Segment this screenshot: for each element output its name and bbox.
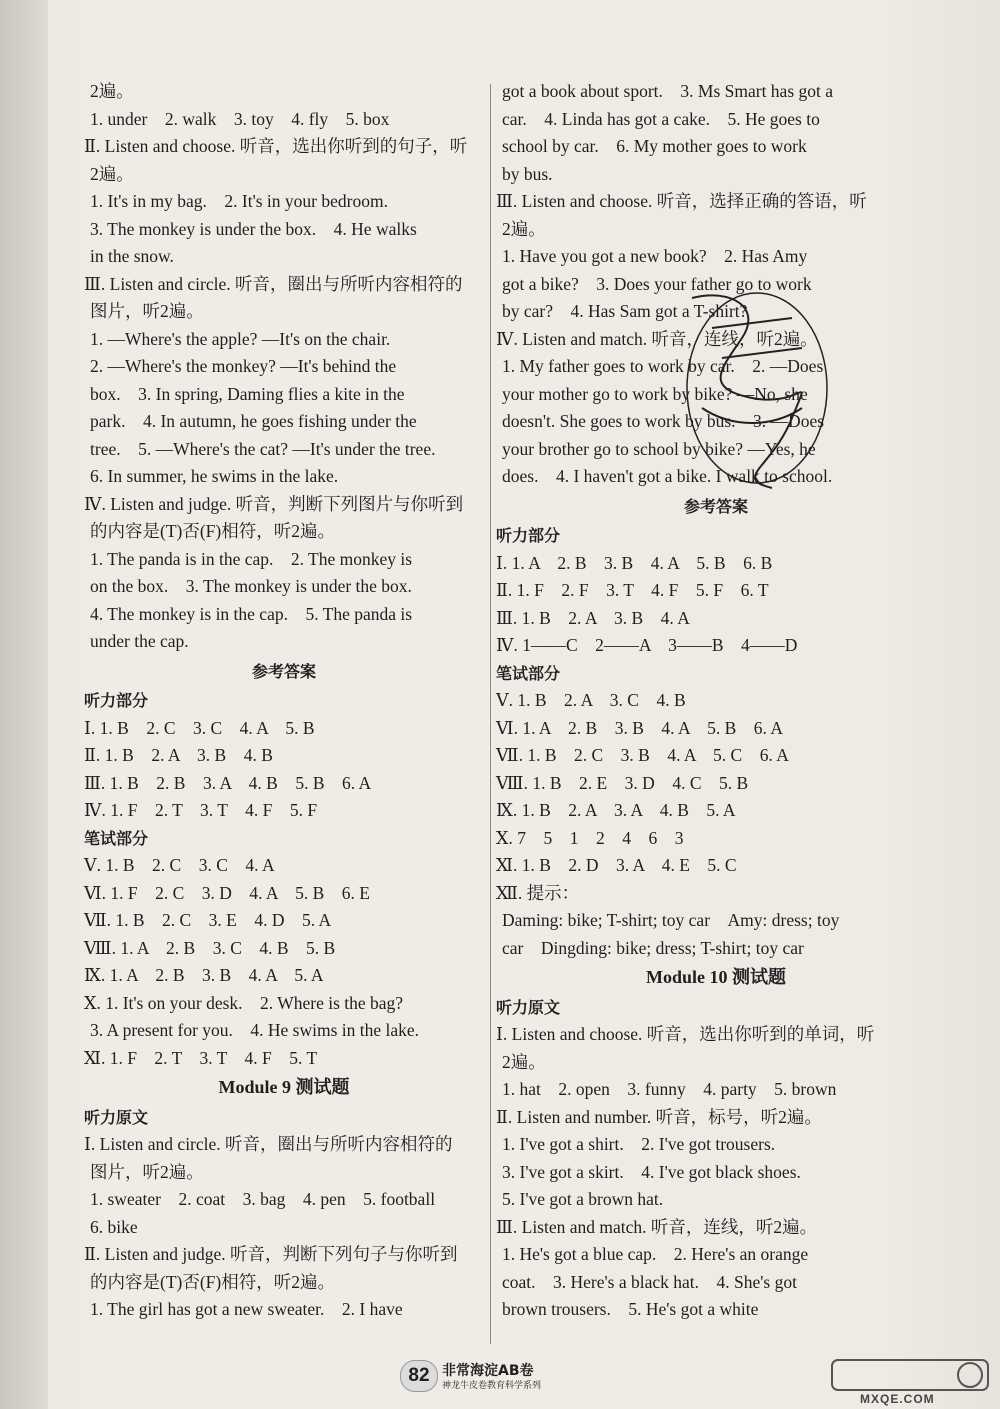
text-line: Ⅲ. 1. B 2. A 3. B 4. A <box>496 607 690 628</box>
text-line: Ⅹ. 7 5 1 2 4 6 3 <box>496 827 684 848</box>
text-line: Ⅵ. 1. F 2. C 3. D 4. A 5. B 6. E <box>84 882 370 903</box>
text-line: your brother go to school by bike? —Yes, he <box>502 438 816 459</box>
page-footer <box>400 1360 640 1396</box>
text-line: Ⅰ. 1. A 2. B 3. B 4. A 5. B 6. B <box>496 552 773 573</box>
text-line: Ⅰ. Listen and choose. 听音，选出你听到的单词，听 <box>496 1024 875 1044</box>
text-line: Ⅴ. 1. B 2. A 3. C 4. B <box>496 690 686 710</box>
text-line: Ⅲ. 1. B 2. B 3. A 4. B 5. B 6. A <box>84 772 372 793</box>
text-line: Ⅳ. 1. F 2. T 3. T 4. F 5. F <box>84 800 318 820</box>
text-line: 1. My father goes to work by car. 2. —Does <box>502 356 824 376</box>
handwritten-signature <box>672 278 832 498</box>
text-line: Ⅸ. 1. B 2. A 3. A 4. B 5. A <box>496 800 736 820</box>
text-line: 听力部分 <box>84 691 149 710</box>
binding-shadow <box>0 0 48 1409</box>
text-line: 1. I've got a shirt. 2. I've got trousers. <box>502 1134 776 1154</box>
text-line: Ⅱ. Listen and number. 听音，标号，听2遍。 <box>496 1106 822 1127</box>
text-line: 的内容是(T)否(F)相符，听2遍。 <box>90 1271 335 1292</box>
text-line: 1. —Where's the apple? —It's on the chair. <box>90 328 391 349</box>
text-line: 1. The panda is in the cap. 2. The monkey is <box>90 548 413 569</box>
text-line: 2. —Where's the monkey? —It's behind the <box>90 356 397 376</box>
text-line: 2遍。 <box>90 81 134 101</box>
text-line: 笔试部分 <box>496 663 561 683</box>
text-line: 6. bike <box>90 1216 138 1237</box>
text-line: Ⅶ. 1. B 2. C 3. E 4. D 5. A <box>84 910 332 930</box>
right-column <box>496 78 936 1324</box>
text-line: under the cap. <box>90 631 189 651</box>
text-line: 1. Have you got a new book? 2. Has Amy <box>502 246 808 266</box>
watermark-text: MXQE.COM <box>860 1392 935 1406</box>
left-column <box>84 78 484 1324</box>
book-title: 非常海淀AB卷 <box>442 1363 534 1379</box>
book-series: 神龙牛皮卷教育科学系列 <box>442 1381 542 1391</box>
text-line: Ⅳ. 1——C 2——A 3——B 4——D <box>496 635 798 655</box>
text-line: Ⅸ. 1. A 2. B 3. B 4. A 5. A <box>84 965 324 985</box>
text-line: coat. 3. Here's a black hat. 4. She's got <box>502 1271 797 1292</box>
text-line: Ⅷ. 1. A 2. B 3. C 4. B 5. B <box>84 937 336 958</box>
text-line: Ⅳ. Listen and match. 听音，连线，听2遍。 <box>496 328 818 349</box>
text-line: 笔试部分 <box>84 828 149 848</box>
text-line: got a bike? 3. Does your father go to work <box>502 273 812 294</box>
text-line: 图片，听2遍。 <box>90 1161 204 1182</box>
text-line: Ⅱ. 1. F 2. F 3. T 4. F 5. F 6. T <box>496 580 769 600</box>
text-line: 5. I've got a brown hat. <box>502 1189 664 1209</box>
text-line: park. 4. In autumn, he goes fishing under the <box>90 411 417 431</box>
text-line: Module 10 测试题 <box>645 967 786 987</box>
text-line: got a book about sport. 3. Ms Smart has got a <box>502 81 834 101</box>
text-line: Ⅵ. 1. A 2. B 3. B 4. A 5. B 6. A <box>496 717 783 738</box>
text-line: tree. 5. —Where's the cat? —It's under the tree. <box>90 438 436 459</box>
text-line: Ⅱ. 1. B 2. A 3. B 4. B <box>84 745 273 765</box>
text-line: 1. sweater 2. coat 3. bag 4. pen 5. football <box>90 1189 436 1209</box>
text-line: Ⅹ. 1. It's on your desk. 2. Where is the bag? <box>84 992 404 1013</box>
text-line: Ⅺ. 1. B 2. D 3. A 4. E 5. C <box>496 855 737 875</box>
text-line: 1. hat 2. open 3. funny 4. party 5. brown <box>502 1079 837 1099</box>
text-line: 1. It's in my bag. 2. It's in your bedroom. <box>90 191 388 211</box>
text-line: Ⅲ. Listen and choose. 听音，选择正确的答语，听 <box>496 191 867 211</box>
text-line: Daming: bike; T-shirt; toy car Amy: dress; toy <box>502 910 840 930</box>
text-line: 4. The monkey is in the cap. 5. The panda is <box>90 603 413 624</box>
text-line: Ⅶ. 1. B 2. C 3. B 4. A 5. C 6. A <box>496 745 789 765</box>
text-line: 1. The girl has got a new sweater. 2. I have <box>90 1299 403 1319</box>
text-line: box. 3. In spring, Daming flies a kite in the <box>90 383 405 404</box>
text-line: 1. under 2. walk 3. toy 4. fly 5. box <box>90 108 390 129</box>
text-line: brown trousers. 5. He's got a white <box>502 1299 759 1319</box>
text-line: 3. The monkey is under the box. 4. He walks <box>90 218 417 239</box>
text-line: 6. In summer, he swims in the lake. <box>90 466 339 486</box>
text-line: 2遍。 <box>502 1051 546 1072</box>
text-line: 2遍。 <box>90 163 134 184</box>
text-line: 参考答案 <box>683 496 748 516</box>
text-line: doesn't. She goes to work by bus. 3. —Does <box>502 411 825 431</box>
text-line: Ⅲ. Listen and match. 听音，连线，听2遍。 <box>496 1216 818 1237</box>
text-line: Ⅰ. Listen and circle. 听音，圈出与所听内容相符的 <box>84 1134 453 1154</box>
text-line: car Dingding: bike; dress; T-shirt; toy car <box>502 937 804 958</box>
text-line: your mother go to work by bike? —No, she <box>502 383 808 404</box>
text-line: Ⅻ. 提示： <box>496 882 580 903</box>
text-line: school by car. 6. My mother goes to work <box>502 136 807 156</box>
text-line: 听力原文 <box>84 1107 149 1127</box>
text-line: Ⅱ. Listen and judge. 听音，判断下列句子与你听到 <box>84 1244 458 1264</box>
text-line: Ⅰ. 1. B 2. C 3. C 4. A 5. B <box>84 717 315 738</box>
text-line: by bus. <box>502 163 553 184</box>
text-line: 参考答案 <box>251 661 316 681</box>
column-divider <box>490 84 491 1344</box>
text-line: Ⅲ. Listen and circle. 听音，圈出与所听内容相符的 <box>84 273 463 294</box>
text-line: Ⅷ. 1. B 2. E 3. D 4. C 5. B <box>496 772 749 793</box>
text-line: Ⅺ. 1. F 2. T 3. T 4. F 5. T <box>84 1047 318 1068</box>
text-line: 1. He's got a blue cap. 2. Here's an orange <box>502 1244 809 1264</box>
text-line: Module 9 测试题 <box>218 1077 350 1097</box>
text-line: 的内容是(T)否(F)相符，听2遍。 <box>90 521 335 541</box>
text-line: by car? 4. Has Sam got a T-shirt? <box>502 301 748 321</box>
text-line: Ⅴ. 1. B 2. C 3. C 4. A <box>84 855 275 875</box>
text-line: Ⅱ. Listen and choose. 听音，选出你听到的句子，听 <box>84 136 468 156</box>
text-line: on the box. 3. The monkey is under the box. <box>90 576 412 596</box>
text-line: 3. I've got a skirt. 4. I've got black shoes. <box>502 1161 801 1182</box>
page-number: 82 <box>400 1360 438 1392</box>
text-line: 听力部分 <box>496 526 561 545</box>
text-line: 图片，听2遍。 <box>90 301 204 321</box>
text-line: Ⅳ. Listen and judge. 听音，判断下列图片与你听到 <box>84 493 464 514</box>
text-line: 3. A present for you. 4. He swims in the lake. <box>90 1020 420 1040</box>
text-line: does. 4. I haven't got a bike. I walk to school. <box>502 466 833 486</box>
text-line: 听力原文 <box>496 997 561 1017</box>
text-line: 2遍。 <box>502 218 546 239</box>
text-line: in the snow. <box>90 246 174 266</box>
text-line: car. 4. Linda has got a cake. 5. He goes to <box>502 108 820 129</box>
